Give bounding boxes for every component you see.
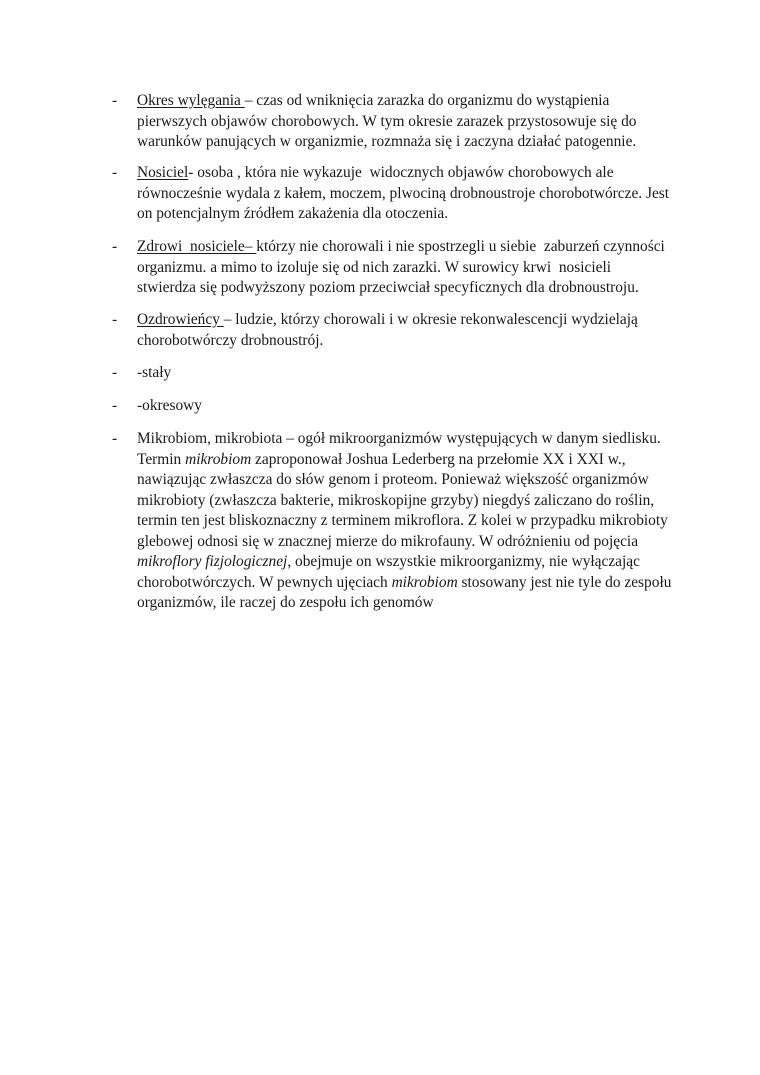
text-line bbox=[137, 470, 697, 491]
text-line bbox=[137, 237, 697, 258]
text-segment: -okresowy bbox=[137, 397, 202, 414]
list-bullet: - bbox=[112, 92, 118, 109]
list-bullet: - bbox=[112, 164, 118, 181]
text-line bbox=[137, 573, 697, 594]
text-line bbox=[137, 491, 697, 512]
text-line bbox=[137, 278, 697, 299]
text-segment: nawiązując zwłaszcza do słów genom i proteom. Ponieważ większość organizmów bbox=[137, 471, 649, 488]
text-segment: warunków panujących w organizmie, rozmnaża się i zaczyna działać patogennie. bbox=[137, 133, 637, 150]
text-line bbox=[137, 258, 697, 279]
text-segment: stosowany jest nie tyle do zespołu bbox=[457, 573, 672, 591]
text-segment: - osoba , która nie wykazuje widocznych objawów chorobowych ale bbox=[188, 164, 614, 181]
text-segment: Termin bbox=[137, 450, 186, 468]
text-line bbox=[137, 91, 697, 112]
list-bullet: - bbox=[112, 397, 118, 414]
list-item-text bbox=[137, 396, 697, 417]
list-bullet: - bbox=[112, 364, 118, 381]
list-item-text bbox=[137, 363, 697, 384]
italic-term: mikrobiom bbox=[185, 450, 252, 468]
list-item-text bbox=[137, 163, 697, 225]
text-line bbox=[137, 184, 697, 205]
text-segment: zaproponował Joshua Lederberg na przełomie XX i XXI w., bbox=[251, 450, 626, 468]
text-segment: chorobotwórczy drobnoustrój. bbox=[137, 331, 324, 349]
text-segment: pierwszych objawów chorobowych. W tym okresie zarazek przystosowuje się do bbox=[137, 112, 637, 130]
list-bullet: - bbox=[112, 311, 118, 328]
text-segment: organizmów, ile raczej do zespołu ich genomów bbox=[137, 594, 434, 611]
text-segment: termin ten jest bliskoznaczny z terminem mikroflora. Z kolei w przypadku mikrobioty bbox=[137, 512, 668, 529]
text-segment: – czas od wniknięcia zarazka do organizmu do wystąpienia bbox=[244, 92, 610, 109]
text-segment: którzy nie chorowali i nie spostrzegli u siebie zaburzeń czynności bbox=[256, 238, 665, 255]
text-segment: , obejmuje on wszystkie mikroorganizmy, nie wyłączając bbox=[287, 553, 640, 570]
list-item-text bbox=[137, 310, 697, 351]
text-line bbox=[137, 552, 697, 573]
text-segment: równocześnie wydala z kałem, moczem, plwociną drobnoustroje chorobotwórcze. Jest bbox=[137, 184, 670, 202]
text-line bbox=[137, 112, 697, 133]
list-bullet: - bbox=[112, 238, 118, 255]
list-bullet: - bbox=[112, 430, 118, 447]
text-segment: chorobotwórczych. W pewnych ujęciach bbox=[137, 573, 392, 591]
text-segment: mikrobioty (zwłaszcza bakterie, mikroskopijne grzyby) niegdyś zaliczano do roślin, bbox=[137, 491, 655, 509]
text-line bbox=[137, 511, 697, 532]
text-segment: -stały bbox=[137, 364, 172, 381]
text-line bbox=[137, 310, 697, 331]
text-segment: organizmu. a mimo to izoluje się od nich zarazki. W surowicy krwi nosicieli bbox=[137, 258, 612, 276]
italic-term: mikroflory fizjologicznej bbox=[137, 553, 288, 570]
list-item-text bbox=[137, 429, 697, 614]
list-item-text bbox=[137, 91, 697, 153]
text-line bbox=[137, 429, 697, 450]
term-heading: Okres wylęgania bbox=[137, 92, 245, 109]
text-segment: on potencjalnym źródłem zakażenia dla otoczenia. bbox=[137, 205, 449, 222]
text-line bbox=[137, 593, 697, 614]
text-segment: stwierdza się podwyższony poziom przeciwciał specyficznych dla drobnoustroju. bbox=[137, 279, 639, 296]
term-heading: Ozdrowieńcy bbox=[137, 311, 224, 328]
text-line bbox=[137, 163, 697, 184]
text-line bbox=[137, 396, 697, 417]
text-line bbox=[137, 204, 697, 225]
text-segment: – ludzie, którzy chorowali i w okresie rekonwalescencji wydzielają bbox=[223, 311, 638, 328]
text-segment: Mikrobiom, mikrobiota – ogół mikroorganizmów występujących w danym siedlisku. bbox=[137, 430, 661, 447]
text-segment: glebowej odnosi się w znacznej mierze do mikrofauny. W odróżnieniu od pojęcia bbox=[137, 532, 639, 550]
italic-term: mikrobiom bbox=[391, 573, 458, 591]
term-heading: Nosiciel bbox=[137, 164, 189, 181]
text-line bbox=[137, 331, 697, 352]
text-line bbox=[137, 132, 697, 153]
list-item-text bbox=[137, 237, 697, 299]
term-heading: Zdrowi nosiciele– bbox=[137, 238, 257, 255]
text-line bbox=[137, 532, 697, 553]
text-line bbox=[137, 450, 697, 471]
text-line bbox=[137, 363, 697, 384]
